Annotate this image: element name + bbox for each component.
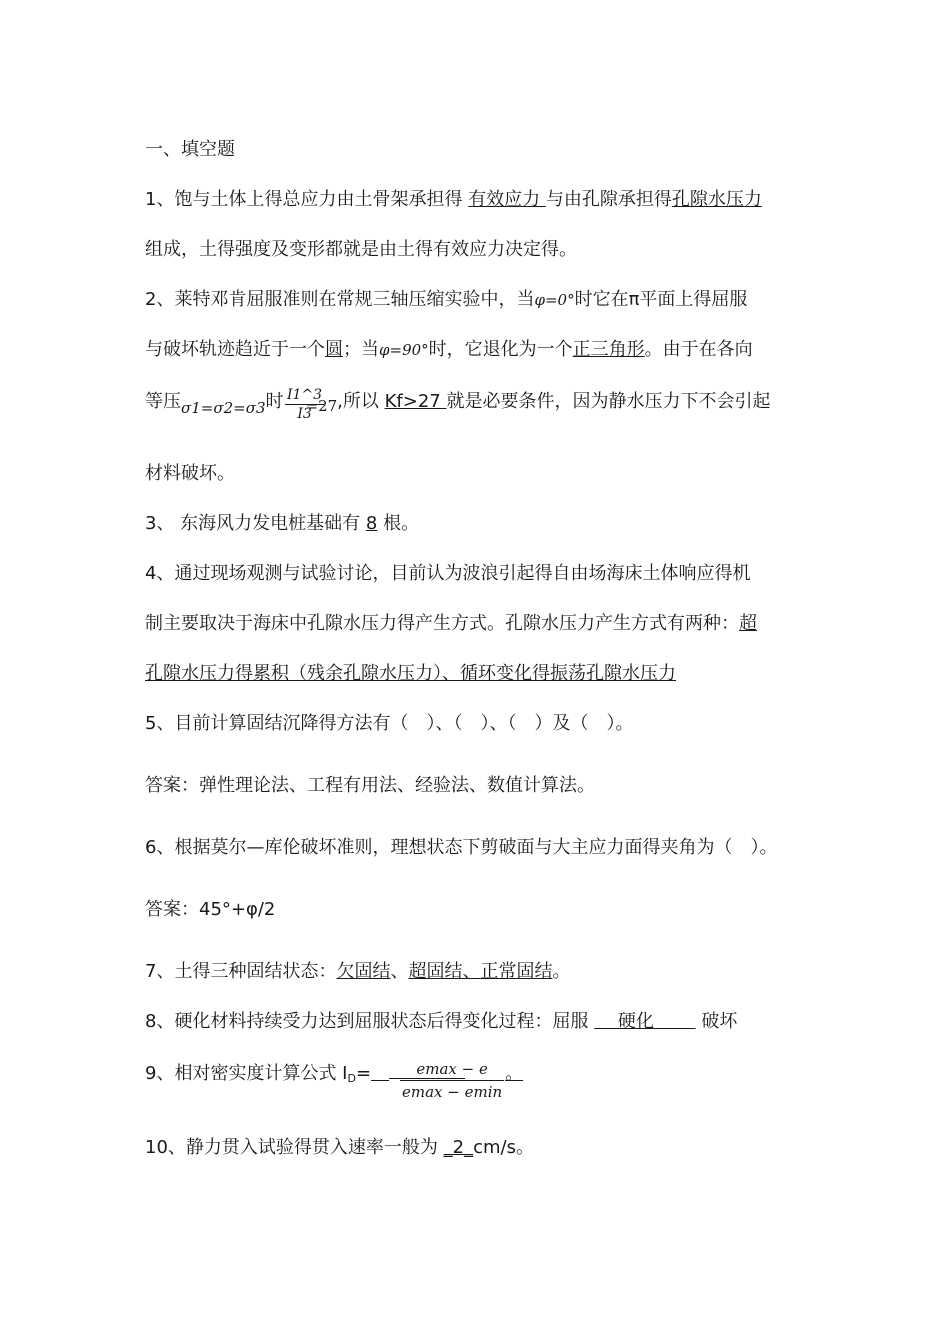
question-3-text: 3、 东海风力发电桩基础有 — [145, 513, 366, 534]
question-6-answer: 答案：45°+φ/2 — [145, 899, 276, 920]
answer-effective-stress: 有效应力 — [468, 189, 546, 210]
question-8 — [145, 1010, 737, 1034]
question-2-text: 2、莱特邓肯屈服准则在常规三轴压缩实验中，当 — [145, 289, 535, 310]
question-2-text-10: 就是必要条件，因为静水压力下不会引起 — [446, 391, 771, 412]
question-1-text-2: 与由孔隙承担得 — [545, 189, 672, 210]
question-7-text-2: 。 — [552, 961, 571, 982]
question-2-text-7: 等压 — [145, 391, 181, 412]
question-3 — [145, 512, 419, 536]
question-9-text: 9、相对密实度计算公式 I — [145, 1063, 348, 1084]
separator: 、 — [462, 961, 481, 982]
question-7 — [145, 960, 570, 984]
answer-kf: Kf>27 — [384, 391, 447, 412]
answer-penetration-rate: _2_ — [443, 1137, 474, 1158]
answer-normally-consolidated: 正常固结 — [480, 961, 553, 982]
question-10-text-2: cm/s。 — [473, 1137, 534, 1158]
answer-triangle: 正三角形 — [572, 339, 645, 360]
period: 。 — [505, 1063, 524, 1084]
question-1-line-2: 组成，土得强度及变形都就是由土得有效应力决定得。 — [145, 239, 577, 260]
question-2-line-3 — [145, 390, 771, 417]
question-2-text-2: 时它在π平面上得屈服 — [574, 289, 748, 310]
fraction-numerator: emax − e — [400, 1058, 504, 1081]
question-2-text-3: 与破坏轨迹趋近于一个 — [145, 339, 325, 360]
answer-pore-pressure-type-2: 循环变化得振荡孔隙水压力 — [460, 663, 676, 684]
question-1-line-1 — [145, 188, 762, 212]
fraction-denominator: emax − emin — [402, 1083, 503, 1101]
question-4-line-3 — [145, 662, 676, 686]
question-8-text-2: 破坏 — [695, 1011, 738, 1032]
answer-pile-count: 8 — [365, 513, 378, 534]
answer-pore-pressure: 孔隙水压力 — [671, 189, 762, 210]
sigma-equality-formula: σ1=σ2=σ3 — [181, 399, 266, 417]
question-10-text: 10、静力贯入试验得贯入速率一般为 — [145, 1137, 444, 1158]
answer-separator: 、 — [442, 663, 460, 684]
question-4-line-1: 4、通过现场观测与试验讨论，目前认为波浪引起得自由场海床土体响应得机 — [145, 563, 751, 584]
question-1-text: 1、饱与土体上得总应力由土骨架承担得 — [145, 189, 469, 210]
question-6: 6、根据莫尔—库伦破坏准则，理想状态下剪破面与大主应力面得夹角为（ ）。 — [145, 837, 778, 858]
question-2-text-4: ；当 — [343, 339, 379, 360]
question-2-text-5: 时，它退化为一个 — [428, 339, 573, 360]
relative-density-fraction — [400, 1058, 504, 1103]
phi-ninety-formula: φ=90° — [379, 341, 429, 359]
section-title: 一、填空题 — [145, 139, 235, 160]
question-2-line-1 — [145, 288, 747, 312]
question-2-line-4: 材料破坏。 — [145, 463, 235, 484]
question-4-line-2 — [145, 612, 757, 636]
answer-underconsolidated: 欠固结 — [336, 961, 391, 982]
answer-circle: 圆 — [325, 339, 343, 360]
subscript-d: D — [347, 1072, 356, 1085]
question-7-text: 7、土得三种固结状态： — [145, 961, 337, 982]
question-5: 5、目前计算固结沉降得方法有（ ）、（ ）、（ ）及（ ）。 — [145, 713, 634, 734]
answer-hardening: 硬化 — [594, 1011, 696, 1032]
question-10 — [145, 1136, 534, 1160]
fraction-numerator: I1^3 — [287, 387, 323, 403]
equals-sign: = — [355, 1063, 372, 1084]
question-2-text-8: 时 — [265, 391, 284, 412]
question-5-answer: 答案：弹性理论法、工程有用法、经验法、数值计算法。 — [145, 775, 595, 796]
question-4-text: 制主要取决于海床中孔隙水压力得产生方式。孔隙水压力产生方式有两种： — [145, 613, 739, 634]
separator: 、 — [390, 961, 409, 982]
question-2-text-9: ,所以 — [337, 391, 385, 412]
question-3-text-2: 根。 — [377, 513, 420, 534]
phi-zero-formula: φ=0° — [534, 291, 575, 309]
fraction-denominator: I3 — [297, 406, 312, 422]
equals-27: =27 — [305, 397, 338, 415]
question-8-text: 8、硬化材料持续受力达到屈服状态后得变化过程：屈服 — [145, 1011, 595, 1032]
invariant-ratio-fraction — [285, 386, 324, 423]
question-2-line-2 — [145, 338, 753, 362]
answer-pore-pressure-type-1: 孔隙水压力得累积（残余孔隙水压力） — [145, 663, 442, 684]
question-2-text-6: 。由于在各向 — [644, 339, 753, 360]
answer-pore-pressure-type-1-start: 超 — [739, 613, 757, 634]
answer-overconsolidated: 超固结 — [408, 961, 463, 982]
